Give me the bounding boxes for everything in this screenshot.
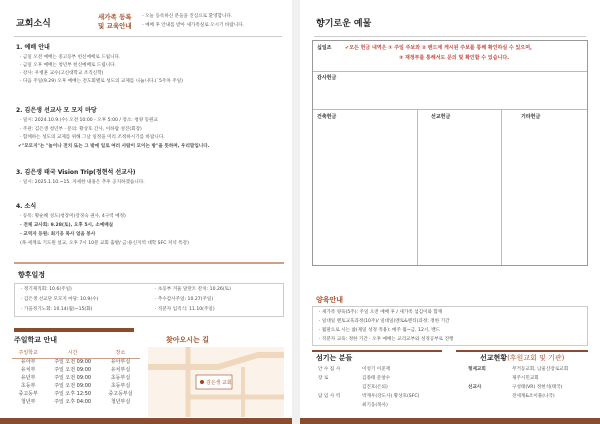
table-cell: 초등부 [20,383,36,390]
table-cell: 주일 오전 09:00 [54,383,92,390]
map-church-label: 김은생 교회 [206,380,232,386]
table-cell: 주일 오전 09:00 [54,359,92,366]
servant-role: 담 임 사 역 [318,394,341,399]
table-cell: 초등부실 [110,383,131,390]
left-page [0,0,292,424]
table-cell: 중고등부 [18,391,38,398]
servants-title: 섬기는 분들 [316,354,353,362]
mission-subtitle: (후원교회 및 기관) [507,354,565,362]
table-row [12,358,140,366]
schedule-item: · 초등부 겨울 달란트 잔치: 10.26(토) [155,287,231,292]
table-cell: 유아부 [20,359,36,366]
announcement-line: · 등록: 황순혜 성도(청장미)강경숙 권사, 4구역 예정) [20,214,126,219]
table-row [12,383,140,391]
announcement-line: · 함께하는 성도의 교제를 위해 그날 일정을 미리 조정하시기를 바랍니다. [20,135,165,140]
servant-names: 김진호(은퇴) [362,385,388,390]
table-cell: 유치부실 [110,367,131,374]
offering-title: 향기로운 예물 [316,19,372,29]
servant-names: 최기웅(목사) [362,403,388,408]
divider [313,109,587,110]
table-cell: 유치부 [20,367,36,374]
map [148,347,284,417]
announcement-line: · 금일 오후 예배는 청년부 헌신예배로 드립니다. [20,63,116,68]
servant-names: 이성기 이준재 [362,367,391,372]
mission-names: 전세계&조이풀(나국) [512,394,555,399]
table-cell: 초등부실 [110,375,131,382]
divider [314,36,586,37]
tithe-label: 십일조 [317,45,332,51]
table-cell: 유년부 [20,375,36,382]
schedule-item: · 김은생 선교단 모모지 마당: 10.9(수) [21,297,99,302]
nurture-box [312,306,588,346]
announcement-line: · 주관: 김은생 청년부 · 문의: 황상호 간사, 이하람 성진(회장) [20,127,142,132]
nurture-line: · 직분자 교육: 정한 기간 · 오후 예배는 교리교부와 성경공부로 진행 [319,337,454,342]
announcement-line: · 일시: 2024.10.9.(수) 오전 10:00 - 오후 5:00 / 장소: 청양 동원교 [20,118,158,123]
announcement-line: · 전체 교사회: 9.28(토), 오후 5시, 소예배실 [20,223,114,228]
mission-names: 구성태(VR) 정현석(태국) [512,385,563,390]
welcome-tag-1: 새가족 등록 [98,13,132,21]
schedule-item: · 정기제직회: 10.6(주일) [21,287,72,292]
sunday-school-table [12,349,140,406]
nurture-line: · 새가족 양육(5주): 주일 오전 예배 후 / 새가족 섬김이와 함께 [319,310,443,315]
table-cell: 주일 오전 09:00 [54,367,92,374]
table-row [12,391,140,399]
table-cell: 유아부실 [110,359,131,366]
thanks-offering-label: 감사헌금 [317,75,337,81]
schedule-item: · 추수감사주일: 10.27(주일) [155,297,214,302]
announcement-line: ✔"모모지"는 "놀이나 전치 또는 그 밖에 일로 여러 사람이 모이는 방"을 뜻하며, 우리말입니다. [18,144,210,149]
table-row [12,398,140,406]
servant-role: 안 수 집 사 [318,367,341,372]
announcement-heading-4: 4. 소식 [16,203,37,210]
divider [14,262,284,264]
welcome-tag-2: 및 교육안내 [98,22,132,30]
divider [501,109,502,265]
announcement-line: · 강사: 우병훈 교수(고신대학교 조직신학) [20,71,104,76]
accent-bar [456,350,588,352]
offering-notice-2: ③ 재정부를 통해서도 문의 및 확인할 수 있습니다. [399,55,510,61]
accent-bar [14,328,134,332]
announcement-line: · 금일 오전 예배는 중고등부 헌신예배로 드립니다. [20,55,121,60]
right-page [300,0,600,424]
building-offering-label: 건축헌금 [317,114,337,120]
nurture-title: 양육안내 [316,296,344,304]
mission-title-text: 선교현황 [480,354,508,362]
schedule-item: · 직분자 임직식: 11.10(주일) [155,307,215,312]
mission-role: 형제교회 [468,367,486,372]
mission-role: 선교사 [468,385,482,390]
table-header: 장소 [101,349,140,358]
mission-names: 제주시민교회 [512,376,539,381]
announcement-line: · 일시: 2025.1.10.~15. 자세한 내용은 추후 공지하겠습니다. [20,180,145,185]
offering-notice-1: ✔모든 헌금 내역은 ① 주일 주보와 ② 밴드에 게시된 주보를 통해 확인하실 수 있으며, [345,45,532,51]
sunday-school-title: 주일학교 안내 [14,336,58,344]
table-cell: 중고등부실 [108,391,133,398]
schedule-title: 향후일정 [18,271,46,279]
servant-names: 박재우(강도사) 황상호(SFC) [362,394,420,399]
table-cell: 청년부 [20,399,36,406]
divider [417,109,418,265]
footer-bar [300,418,600,424]
mission-offering-label: 선교헌금 [431,114,451,120]
servant-role: 장 로 [318,376,329,381]
mission-title [480,354,564,363]
table-row [12,367,140,375]
divider [14,36,282,37]
servant-names: 김종태 문창수 [362,376,391,381]
table-header: 시간 [44,349,101,358]
announcement-line: (목·세계로 기도원 설교, 오후 7시 10분 교회 출발/ 금:용신지역 대학 SFC 저녁 특강) [20,241,189,246]
map-title: 찾아오시는 길 [166,336,210,344]
announcement-heading-1: 1. 예배 안내 [16,44,50,51]
announcement-line: · 다음 주일(9.29) 오후 예배는 전도회별로 성도의 교제를 나눕니다.(`5주차 주일) [20,79,183,84]
page-fold [292,0,300,424]
church-news-title: 교회소식 [16,19,51,29]
schedule-box [14,283,284,317]
table-header: 주일학교 [12,349,44,358]
announcement-line: · 교역자 등원: 최기웅 목사 얼음 봉사 [20,232,96,237]
footer-bar [0,418,292,424]
table-cell: 주일 오후 12:50 [54,391,92,398]
announcement-heading-2: 2. 김은생 선교사 모 모지 마당 [16,107,97,114]
other-offering-label: 기타헌금 [521,114,541,120]
welcome-line-1: - 오늘 등록하신 분들을 진심으로 환영합니다. [142,14,233,19]
mission-names: 무거동교회, 남울산장로교회 [512,367,569,372]
location-pin-icon [200,380,204,384]
table-cell: 청년부실 [110,399,131,406]
table-row [12,375,140,383]
offering-box [312,40,588,266]
welcome-line-2: - 예배 후 안내를 받아 새가족실로 오시기 바랍니다. [142,23,245,28]
table-cell: 주일 오후 04:00 [54,399,92,406]
nurture-line: · 월말으로 시는 삶(제일 성경 적용): 매주 월~금, 12시, 밴드 [319,328,441,333]
schedule-item: · 가을정기노회: 10.14(월)~15(화) [21,307,93,312]
accent-bar [312,350,442,352]
table-cell: 주일 오전 09:00 [54,375,92,382]
nurture-line: · 일대일 멘토교육과정(10주)/ 일대일(멘토&멘티)과정: 정한 기간 [319,319,450,324]
divider [313,71,587,72]
announcement-heading-3: 3. 김은생 태국 Vision Trip(정현석 선교사) [16,169,136,176]
